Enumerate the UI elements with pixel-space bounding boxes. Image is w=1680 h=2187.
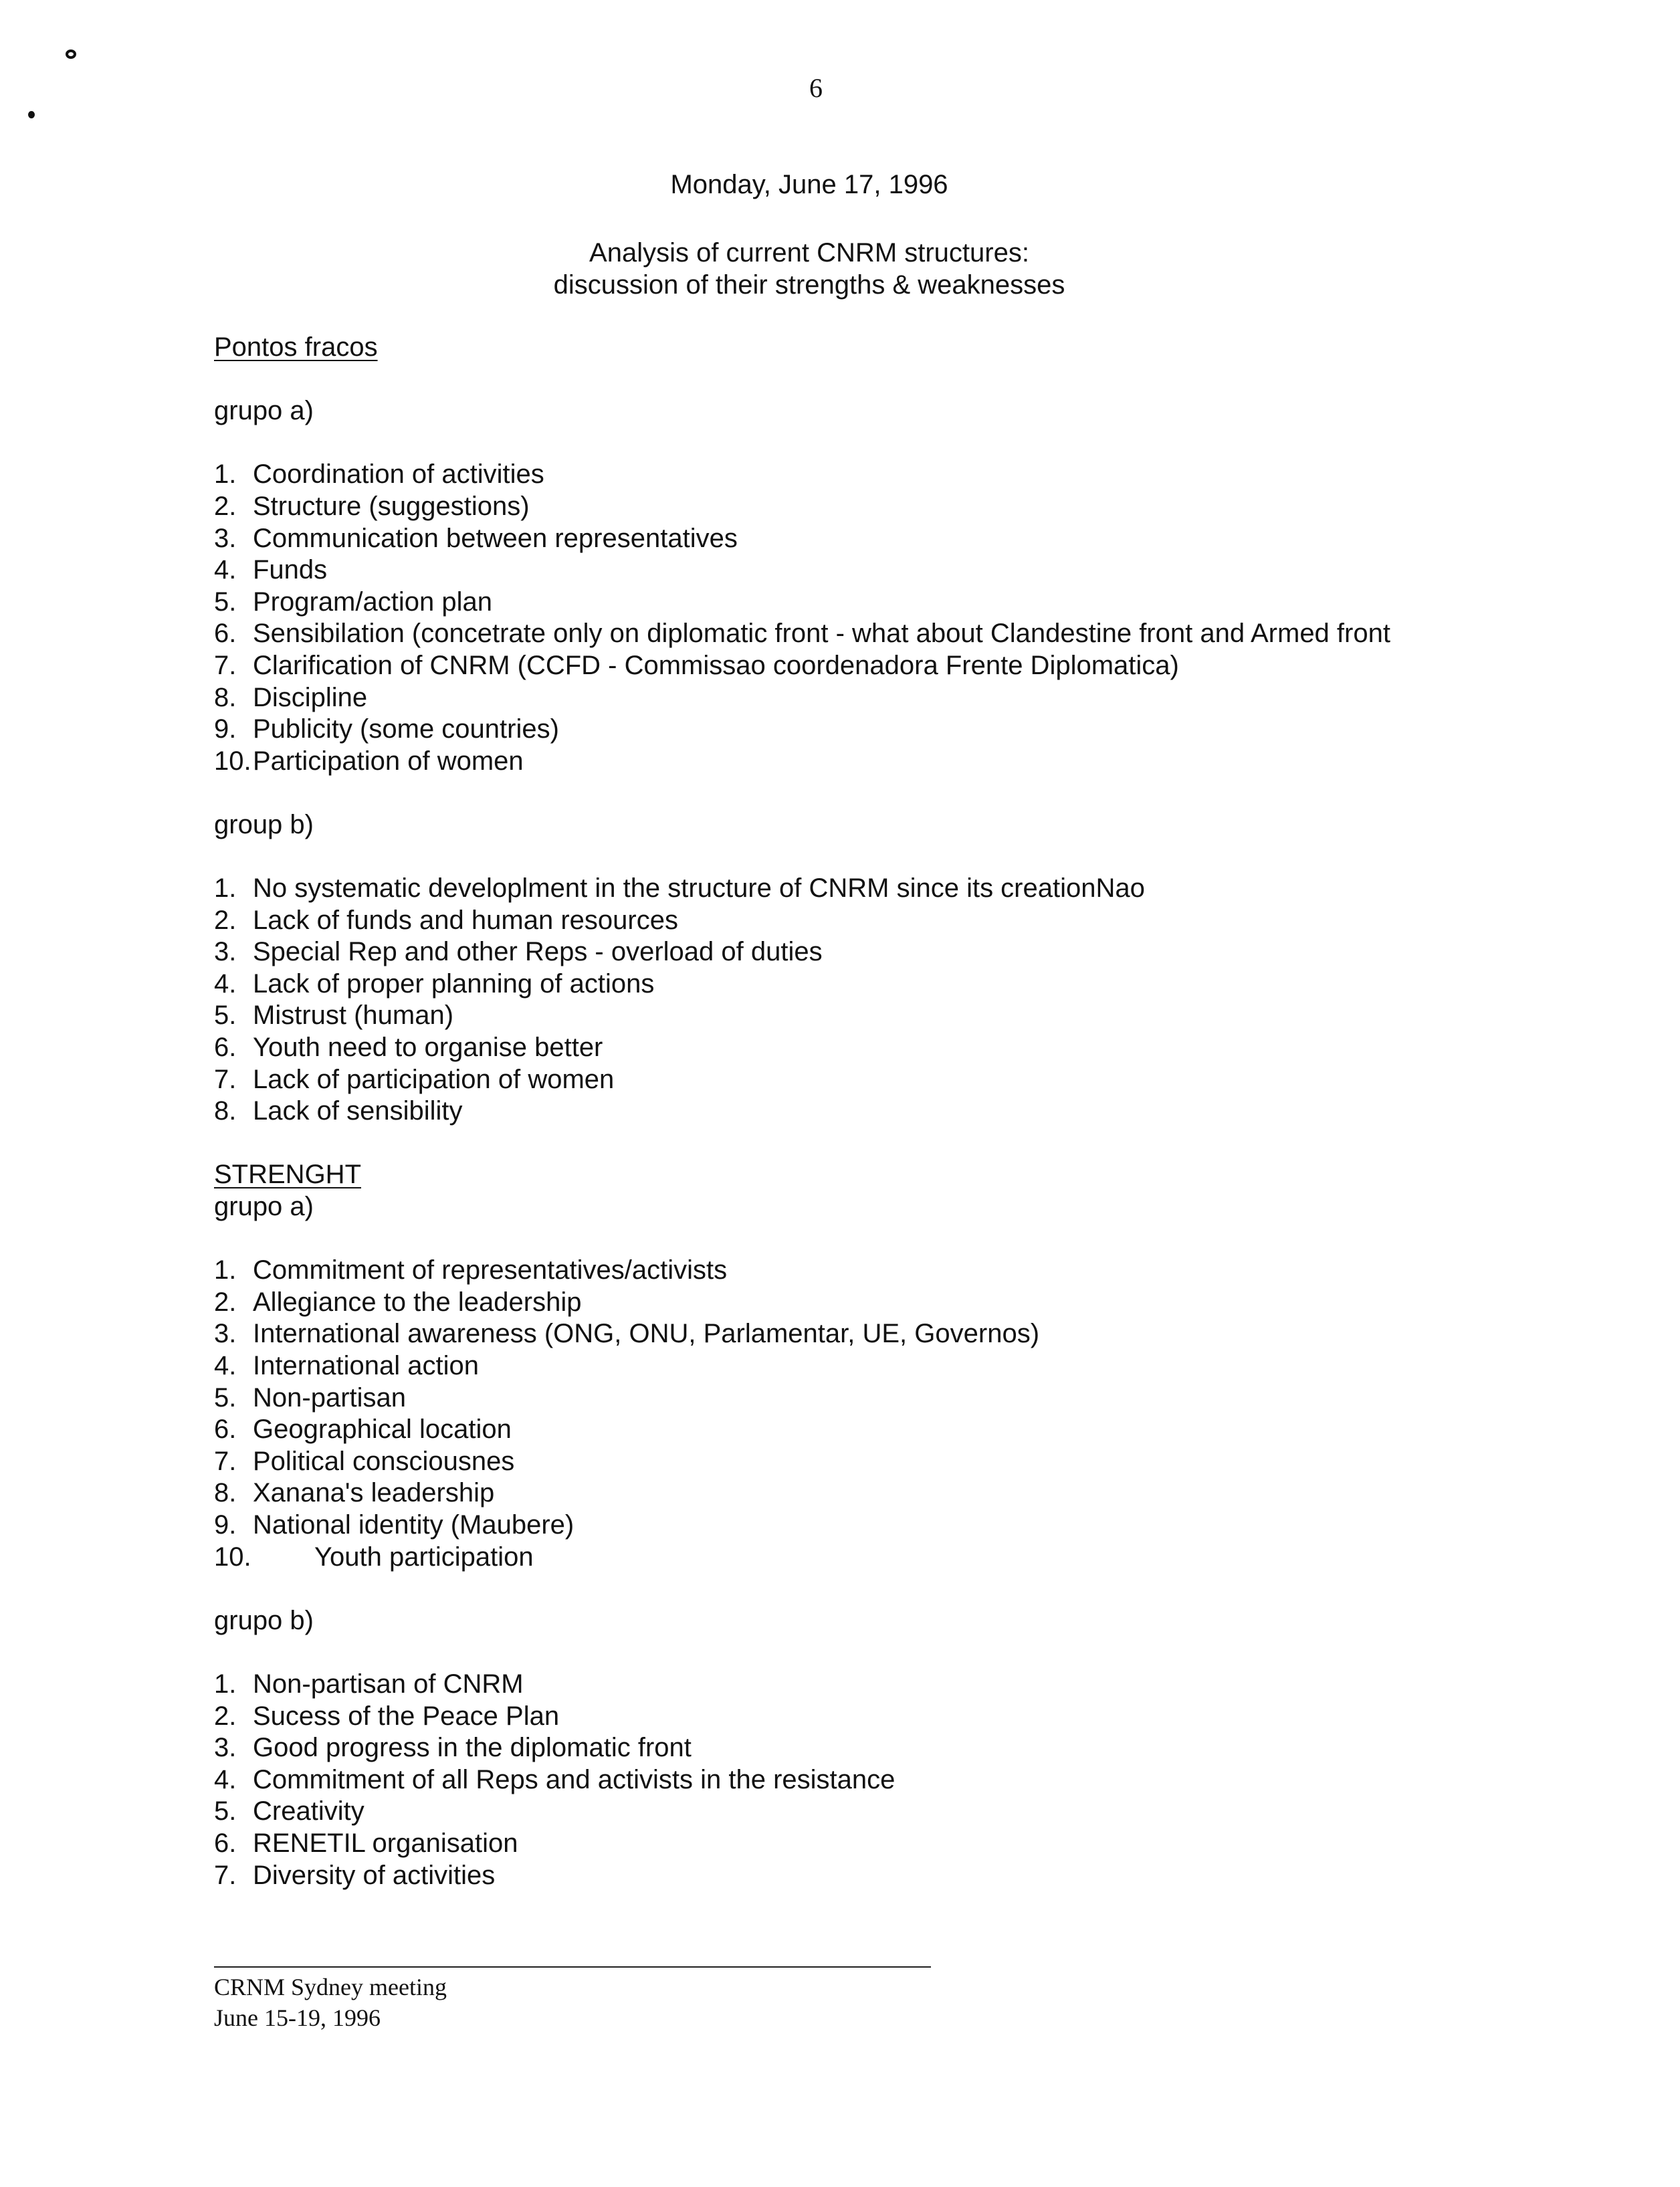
strength-group-b-list — [214, 1669, 1471, 1891]
list-item: 6. Sensibilation (concetrate only on diplomatic front - what about Clandestine front and Armed front — [214, 619, 1390, 649]
list-item: 7. Clarification of CNRM (CCFD - Commissao coordenadora Frente Diplomatica) — [214, 650, 1179, 680]
strength-group-a-label: grupo a) — [214, 1192, 314, 1222]
scan-speck — [66, 49, 76, 59]
scan-speck — [28, 111, 35, 118]
list-item: 9. Publicity (some countries) — [214, 714, 559, 744]
list-item: 7. Political consciousnes — [214, 1446, 515, 1476]
weak-group-b-list — [214, 873, 1471, 1128]
subtitle-line-2: discussion of their strengths & weaknesses — [553, 270, 1065, 300]
document-body — [214, 332, 1471, 1891]
list-item: 5. Mistrust (human) — [214, 1001, 454, 1031]
list-item: 5. Non-partisan — [214, 1382, 407, 1413]
list-item: 1. Commitment of representatives/activists — [214, 1255, 728, 1285]
list-item: 10. Participation of women — [214, 746, 524, 776]
list-item: 6. Geographical location — [214, 1415, 512, 1445]
weak-group-b-label: group b) — [214, 809, 314, 839]
footer-divider — [214, 1966, 931, 1968]
list-item: 3. Communication between representatives — [214, 523, 738, 553]
list-item: 2. Sucess of the Peace Plan — [214, 1701, 560, 1731]
list-item: 5. Program/action plan — [214, 587, 492, 617]
strength-section-title: STRENGHT — [214, 1160, 361, 1190]
list-item: 8. Discipline — [214, 682, 368, 712]
list-item: 1. No systematic developlment in the structure of CNRM since its creationNao — [214, 873, 1145, 904]
list-item: 7. Diversity of activities — [214, 1860, 496, 1890]
page-footer — [214, 1972, 447, 2033]
list-item: 2. Allegiance to the leadership — [214, 1287, 582, 1317]
list-item: 6. Youth need to organise better — [214, 1033, 603, 1063]
footer-line-2: June 15-19, 1996 — [214, 2004, 381, 2031]
list-item: 2. Structure (suggestions) — [214, 491, 530, 521]
list-item: 4. International action — [214, 1351, 480, 1380]
weak-group-a-label: grupo a) — [214, 396, 314, 426]
subtitle-line-1: Analysis of current CNRM structures: — [589, 238, 1029, 268]
date-heading: Monday, June 17, 1996 — [670, 170, 948, 199]
list-item: 4. Lack of proper planning of actions — [214, 968, 655, 999]
list-item: 4. Funds — [214, 555, 328, 585]
list-item: 8. Xanana's leadership — [214, 1478, 495, 1508]
weak-group-a-list — [214, 459, 1471, 777]
page-number: 6 — [809, 73, 823, 103]
list-item: 9. National identity (Maubere) — [214, 1509, 574, 1540]
strength-group-a-list — [214, 1255, 1471, 1573]
list-item: 3. Good progress in the diplomatic front — [214, 1733, 692, 1763]
list-item: 1. Non-partisan of CNRM — [214, 1669, 524, 1699]
list-item: 2. Lack of funds and human resources — [214, 905, 678, 935]
list-item: 1. Coordination of activities — [214, 459, 544, 490]
list-item: 8. Lack of sensibility — [214, 1096, 463, 1126]
list-item: 3. Special Rep and other Reps - overload of duties — [214, 937, 823, 967]
weak-section-title: Pontos fracos — [214, 332, 378, 362]
document-subtitle — [455, 237, 1164, 301]
strength-group-b-label: grupo b) — [214, 1605, 314, 1635]
list-item: 3. International awareness (ONG, ONU, Parlamentar, UE, Governos) — [214, 1319, 1040, 1349]
list-item: 7. Lack of participation of women — [214, 1064, 615, 1094]
list-item: 5. Creativity — [214, 1796, 364, 1827]
list-item: 4. Commitment of all Reps and activists in the resistance — [214, 1764, 896, 1794]
list-item: 10. Youth participation — [214, 1542, 534, 1572]
footer-line-1: CRNM Sydney meeting — [214, 1974, 447, 2000]
list-item: 6. RENETIL organisation — [214, 1828, 518, 1858]
